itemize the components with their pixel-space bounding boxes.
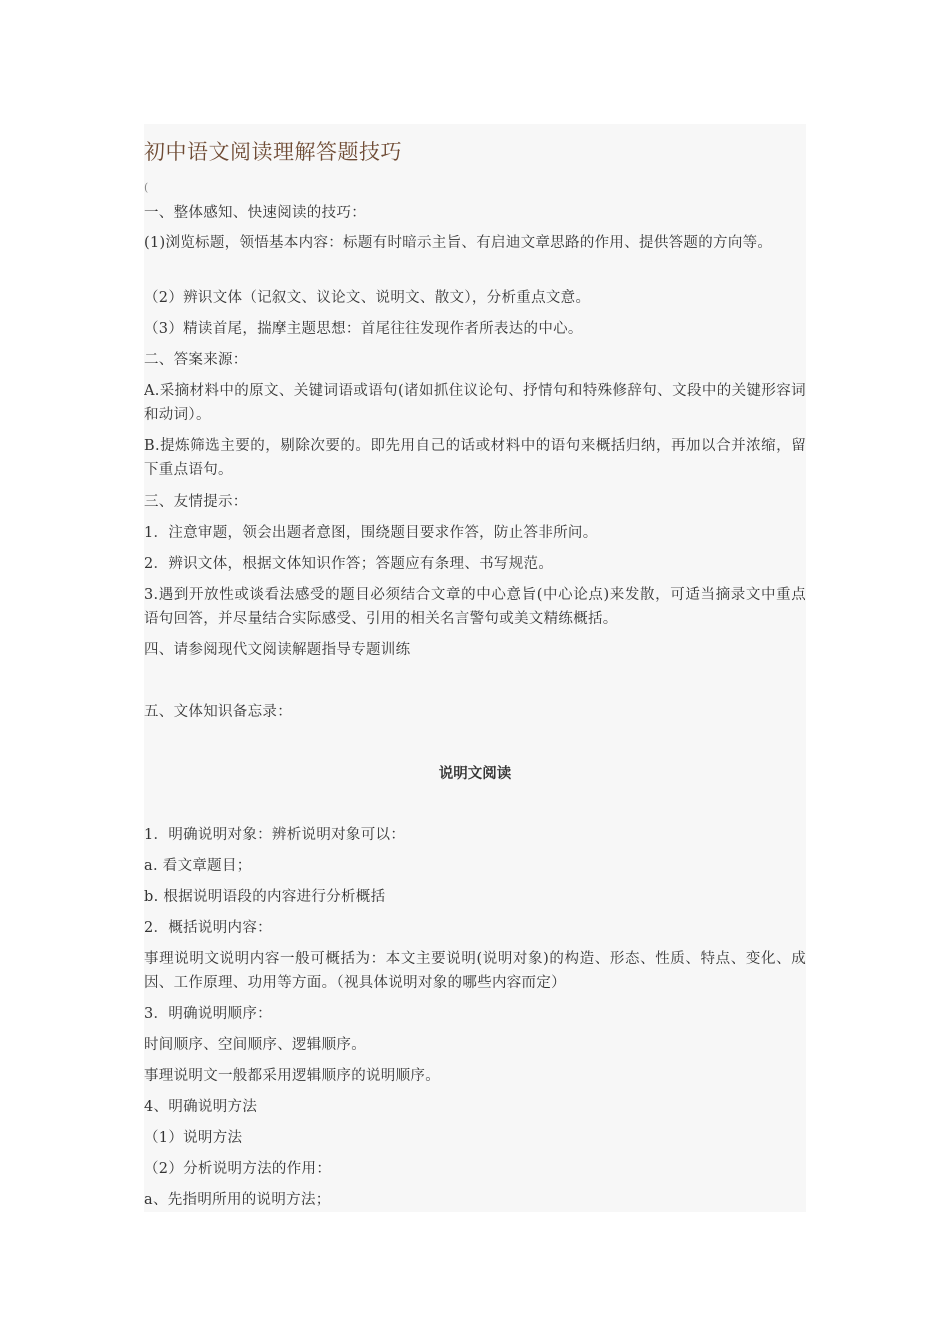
page-title: 初中语文阅读理解答题技巧 — [144, 140, 402, 164]
paragraph: 五、文体知识备忘录： — [144, 704, 292, 720]
paragraph: 4、明确说明方法 — [144, 1099, 258, 1115]
paragraph: 三、友情提示： — [144, 494, 248, 510]
paragraph: b. 根据说明语段的内容进行分析概括 — [144, 889, 386, 905]
paragraph: （2）分析说明方法的作用： — [144, 1161, 332, 1177]
paragraph: 2．辨识文体，根据文体知识作答；答题应有条理、书写规范。 — [144, 556, 554, 572]
paragraph: 2．概括说明内容： — [144, 920, 272, 936]
paragraph: 事理说明文一般都采用逻辑顺序的说明顺序。 — [144, 1068, 440, 1084]
paragraph: （2）辨识文体（记叙文、议论文、说明文、散文），分析重点文意。 — [144, 290, 591, 306]
paragraph: 事理说明文说明内容一般可概括为：本文主要说明(说明对象)的构造、形态、性质、特点、变化、成因、工作原理、功用等方面。（视具体说明对象的哪些内容而定） — [144, 951, 806, 991]
paragraph: （1）说明方法 — [144, 1130, 243, 1146]
paragraph: 3.遇到开放性或谈看法感受的题目必须结合文章的中心意旨(中心论点)来发散，可适当摘录文中重点语句回答，并尽量结合实际感受、引用的相关名言警句或美文精练概括。 — [144, 587, 806, 627]
paragraph: （3）精读首尾，揣摩主题思想：首尾往往发现作者所表达的中心。 — [144, 321, 583, 337]
paragraph: B.提炼筛选主要的，剔除次要的。即先用自己的话或材料中的语句来概括归纳，再加以合并浓缩，留下重点语句。 — [144, 438, 806, 478]
paragraph: 一、整体感知、快速阅读的技巧： — [144, 205, 366, 221]
paragraph: a、先指明所用的说明方法； — [144, 1192, 331, 1208]
paragraph: A.采摘材料中的原文、关键词语或语句(诸如抓住议论句、抒情句和特殊修辞句、文段中的关键形容词和动词）。 — [144, 383, 806, 423]
paragraph: 1．明确说明对象：辨析说明对象可以： — [144, 827, 406, 843]
paragraph: a. 看文章题目； — [144, 858, 252, 874]
paragraph: 1．注意审题，领会出题者意图，围绕题目要求作答，防止答非所问。 — [144, 525, 598, 541]
paragraph: 四、请参阅现代文阅读解题指导专题训练 — [144, 642, 411, 658]
open-paren: ( — [144, 181, 149, 194]
paragraph: 3．明确说明顺序： — [144, 1006, 272, 1022]
paragraph: (1)浏览标题，领悟基本内容：标题有时暗示主旨、有启迪文章思路的作用、提供答题的方向等。 — [144, 235, 773, 251]
paragraph: 时间顺序、空间顺序、逻辑顺序。 — [144, 1037, 366, 1053]
paragraph: 二、答案来源： — [144, 352, 248, 368]
document-panel — [144, 124, 806, 1212]
section-heading: 说明文阅读 — [438, 766, 512, 782]
